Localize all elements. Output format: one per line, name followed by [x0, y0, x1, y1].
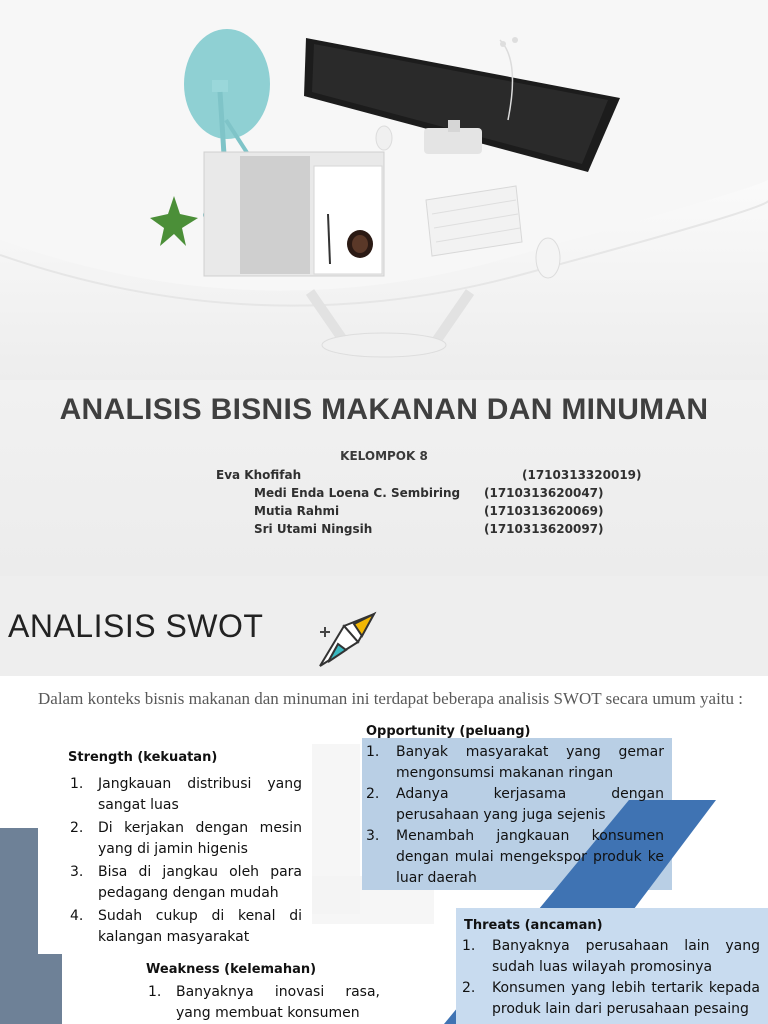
member-name: Sri Utami Ningsih	[254, 522, 373, 536]
member-name: Medi Enda Loena C. Sembiring	[254, 486, 461, 500]
list-item: 3. Bisa di jangkau oleh para pedagang dengan mudah	[70, 862, 302, 906]
opportunity-item: Adanya kerjasama dengan perusahaan yang juga sejenis	[396, 786, 664, 823]
intro-text: Dalam konteks bisnis makanan dan minuman ini terdapat beberapa analisis SWOT secara umum yaitu :	[38, 689, 743, 708]
member-nim: (1710313620069)	[484, 504, 604, 518]
weakness-box	[138, 956, 382, 1024]
strength-item: Jangkauan distribusi yang sangat luas	[98, 776, 302, 813]
member-nim: (1710313620097)	[484, 522, 604, 536]
slide-title: ANALISIS BISNIS MAKANAN DAN MINUMAN	[59, 393, 709, 426]
rocket-icon	[314, 610, 378, 674]
weakness-item: Banyaknya inovasi rasa, yang membuat konsumen	[176, 984, 380, 1021]
list-item: 1. Banyak masyarakat yang gemar mengonsumsi makanan ringan	[366, 742, 664, 784]
mouse-icon	[536, 238, 560, 278]
list-item: 1. Jangkauan distribusi yang sangat luas	[70, 774, 302, 818]
member-nim: (1710313620047)	[484, 486, 604, 500]
list-item: 2. Adanya kerjasama dengan perusahaan yang juga sejenis	[366, 784, 664, 826]
group-label: KELOMPOK 8	[340, 449, 428, 463]
strength-box	[38, 744, 312, 954]
weakness-title: Weakness (kelemahan)	[146, 962, 317, 977]
list-item: 3. Menambah jangkauan konsumen dengan mulai mengekspor produk ke luar daerah	[366, 826, 664, 890]
list-item: 1. Banyaknya inovasi rasa, yang membuat konsumen	[148, 982, 372, 1024]
swot-slide	[0, 576, 768, 1024]
list-item: 2. Konsumen yang lebih tertarik kepada produk lain dari perusahaan pesaing	[462, 978, 760, 1020]
strength-item: Sudah cukup di kenal di kalangan masyarakat	[98, 908, 302, 945]
opportunity-box	[366, 724, 666, 890]
slide-title: ANALISIS SWOT	[8, 608, 264, 644]
threats-item: Konsumen yang lebih tertarik kepada produk lain dari perusahaan pesaing	[492, 980, 760, 1017]
coffee-cup-icon	[347, 230, 373, 258]
list-item: 4. Sudah cukup di kenal di kalangan masyarakat	[70, 906, 302, 950]
strength-title: Strength (kekuatan)	[68, 750, 218, 765]
strength-item: Bisa di jangkau oleh para pedagang dengan mudah	[98, 864, 302, 901]
member-name: Mutia Rahmi	[254, 504, 340, 518]
threats-box	[462, 918, 762, 1024]
strength-item: Di kerjakan dengan mesin yang di jamin higenis	[98, 820, 302, 857]
opportunity-title: Opportunity (peluang)	[366, 724, 531, 739]
member-name: Eva Khofifah	[216, 468, 302, 482]
threats-item: Banyaknya perusahaan lain yang sudah luas wilayah promosinya	[492, 938, 760, 975]
list-item: 2. Di kerjakan dengan mesin yang di jamin higenis	[70, 818, 302, 862]
list-item: 1. Banyaknya perusahaan lain yang sudah luas wilayah promosinya	[462, 936, 760, 978]
member-nim: (1710313320019)	[522, 468, 642, 482]
opportunity-item: Menambah jangkauan konsumen dengan mulai mengekspor produk ke luar daerah	[396, 828, 664, 886]
opportunity-item: Banyak masyarakat yang gemar mengonsumsi makanan ringan	[396, 744, 664, 781]
desk-photo	[0, 0, 768, 380]
threats-title: Threats (ancaman)	[464, 918, 603, 933]
